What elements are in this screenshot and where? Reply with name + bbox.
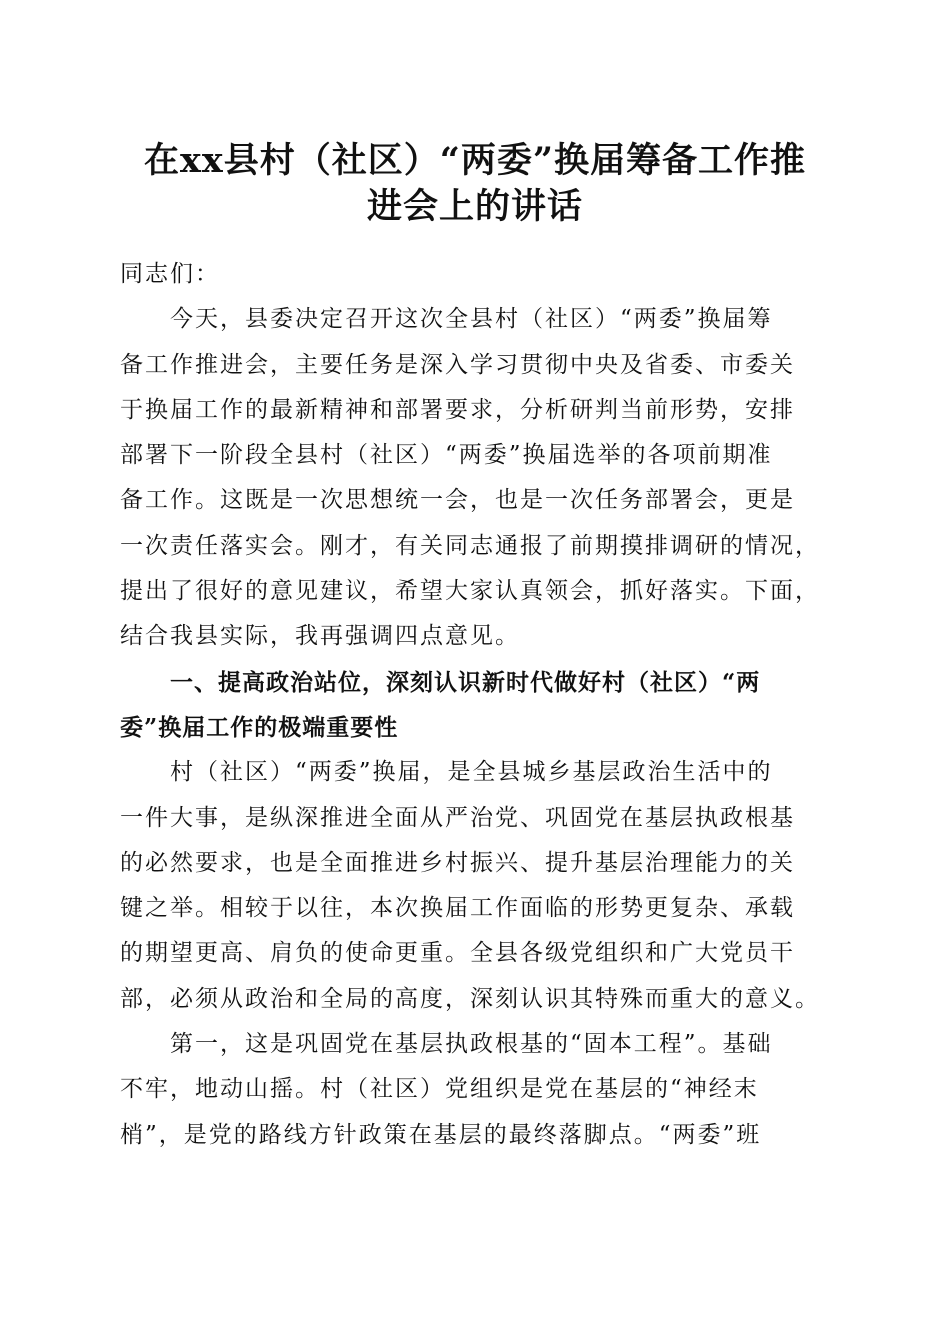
text-line: 一件大事，是纵深推进全面从严治党、巩固党在基层执政根基 bbox=[120, 804, 795, 831]
text-line: 键之举。相较于以往，本次换届工作面临的形势更复杂、承载 bbox=[120, 895, 795, 922]
text-line: 第一，这是巩固党在基层执政根基的“固本工程”。基础 bbox=[170, 1031, 773, 1058]
body-paragraph bbox=[120, 1022, 832, 1158]
text-line: 提出了很好的意见建议，希望大家认真领会，抓好落实。下面， bbox=[120, 578, 820, 605]
text-line: 备工作推进会，主要任务是深入学习贯彻中央及省委、市委关 bbox=[120, 351, 795, 378]
text-line: 委”换届工作的极端重要性 bbox=[120, 713, 399, 741]
text-line: 不牢，地动山摇。村（社区）党组织是党在基层的“神经末 bbox=[120, 1076, 759, 1103]
salutation: 同志们： bbox=[120, 261, 220, 287]
document-title bbox=[100, 138, 850, 230]
section-heading bbox=[120, 660, 832, 751]
paragraph-list bbox=[120, 297, 832, 1158]
body-paragraph bbox=[120, 297, 832, 659]
text-line: 备工作。这既是一次思想统一会，也是一次任务部署会，更是 bbox=[120, 487, 795, 514]
document-body bbox=[120, 252, 832, 1158]
text-line: 于换届工作的最新精神和部署要求，分析研判当前形势，安排 bbox=[120, 396, 795, 423]
text-line: 的期望更高、肩负的使命更重。全县各级党组织和广大党员干 bbox=[120, 940, 795, 967]
text-line: 一次责任落实会。刚才，有关同志通报了前期摸排调研的情况， bbox=[120, 532, 820, 559]
text-line: 今天，县委决定召开这次全县村（社区）“两委”换届筹 bbox=[170, 306, 773, 333]
text-line: 一、提高政治站位，深刻认识新时代做好村（社区）“两 bbox=[170, 668, 761, 696]
text-line: 村（社区）“两委”换届，是全县城乡基层政治生活中的 bbox=[170, 759, 773, 786]
title-line: 进会上的讲话 bbox=[366, 186, 583, 227]
text-line: 部，必须从政治和全局的高度，深刻认识其特殊而重大的意义。 bbox=[120, 985, 820, 1012]
text-line: 的必然要求，也是全面推进乡村振兴、提升基层治理能力的关 bbox=[120, 849, 795, 876]
text-line: 部署下一阶段全县村（社区）“两委”换届选举的各项前期准 bbox=[120, 442, 773, 469]
text-line: 结合我县实际，我再强调四点意见。 bbox=[120, 623, 520, 650]
body-paragraph bbox=[120, 750, 832, 1022]
text-line: 梢”，是党的路线方针政策在基层的最终落脚点。“两委”班 bbox=[120, 1121, 762, 1148]
title-line: 在xx县村（社区）“两委”换届筹备工作推 bbox=[144, 140, 806, 181]
